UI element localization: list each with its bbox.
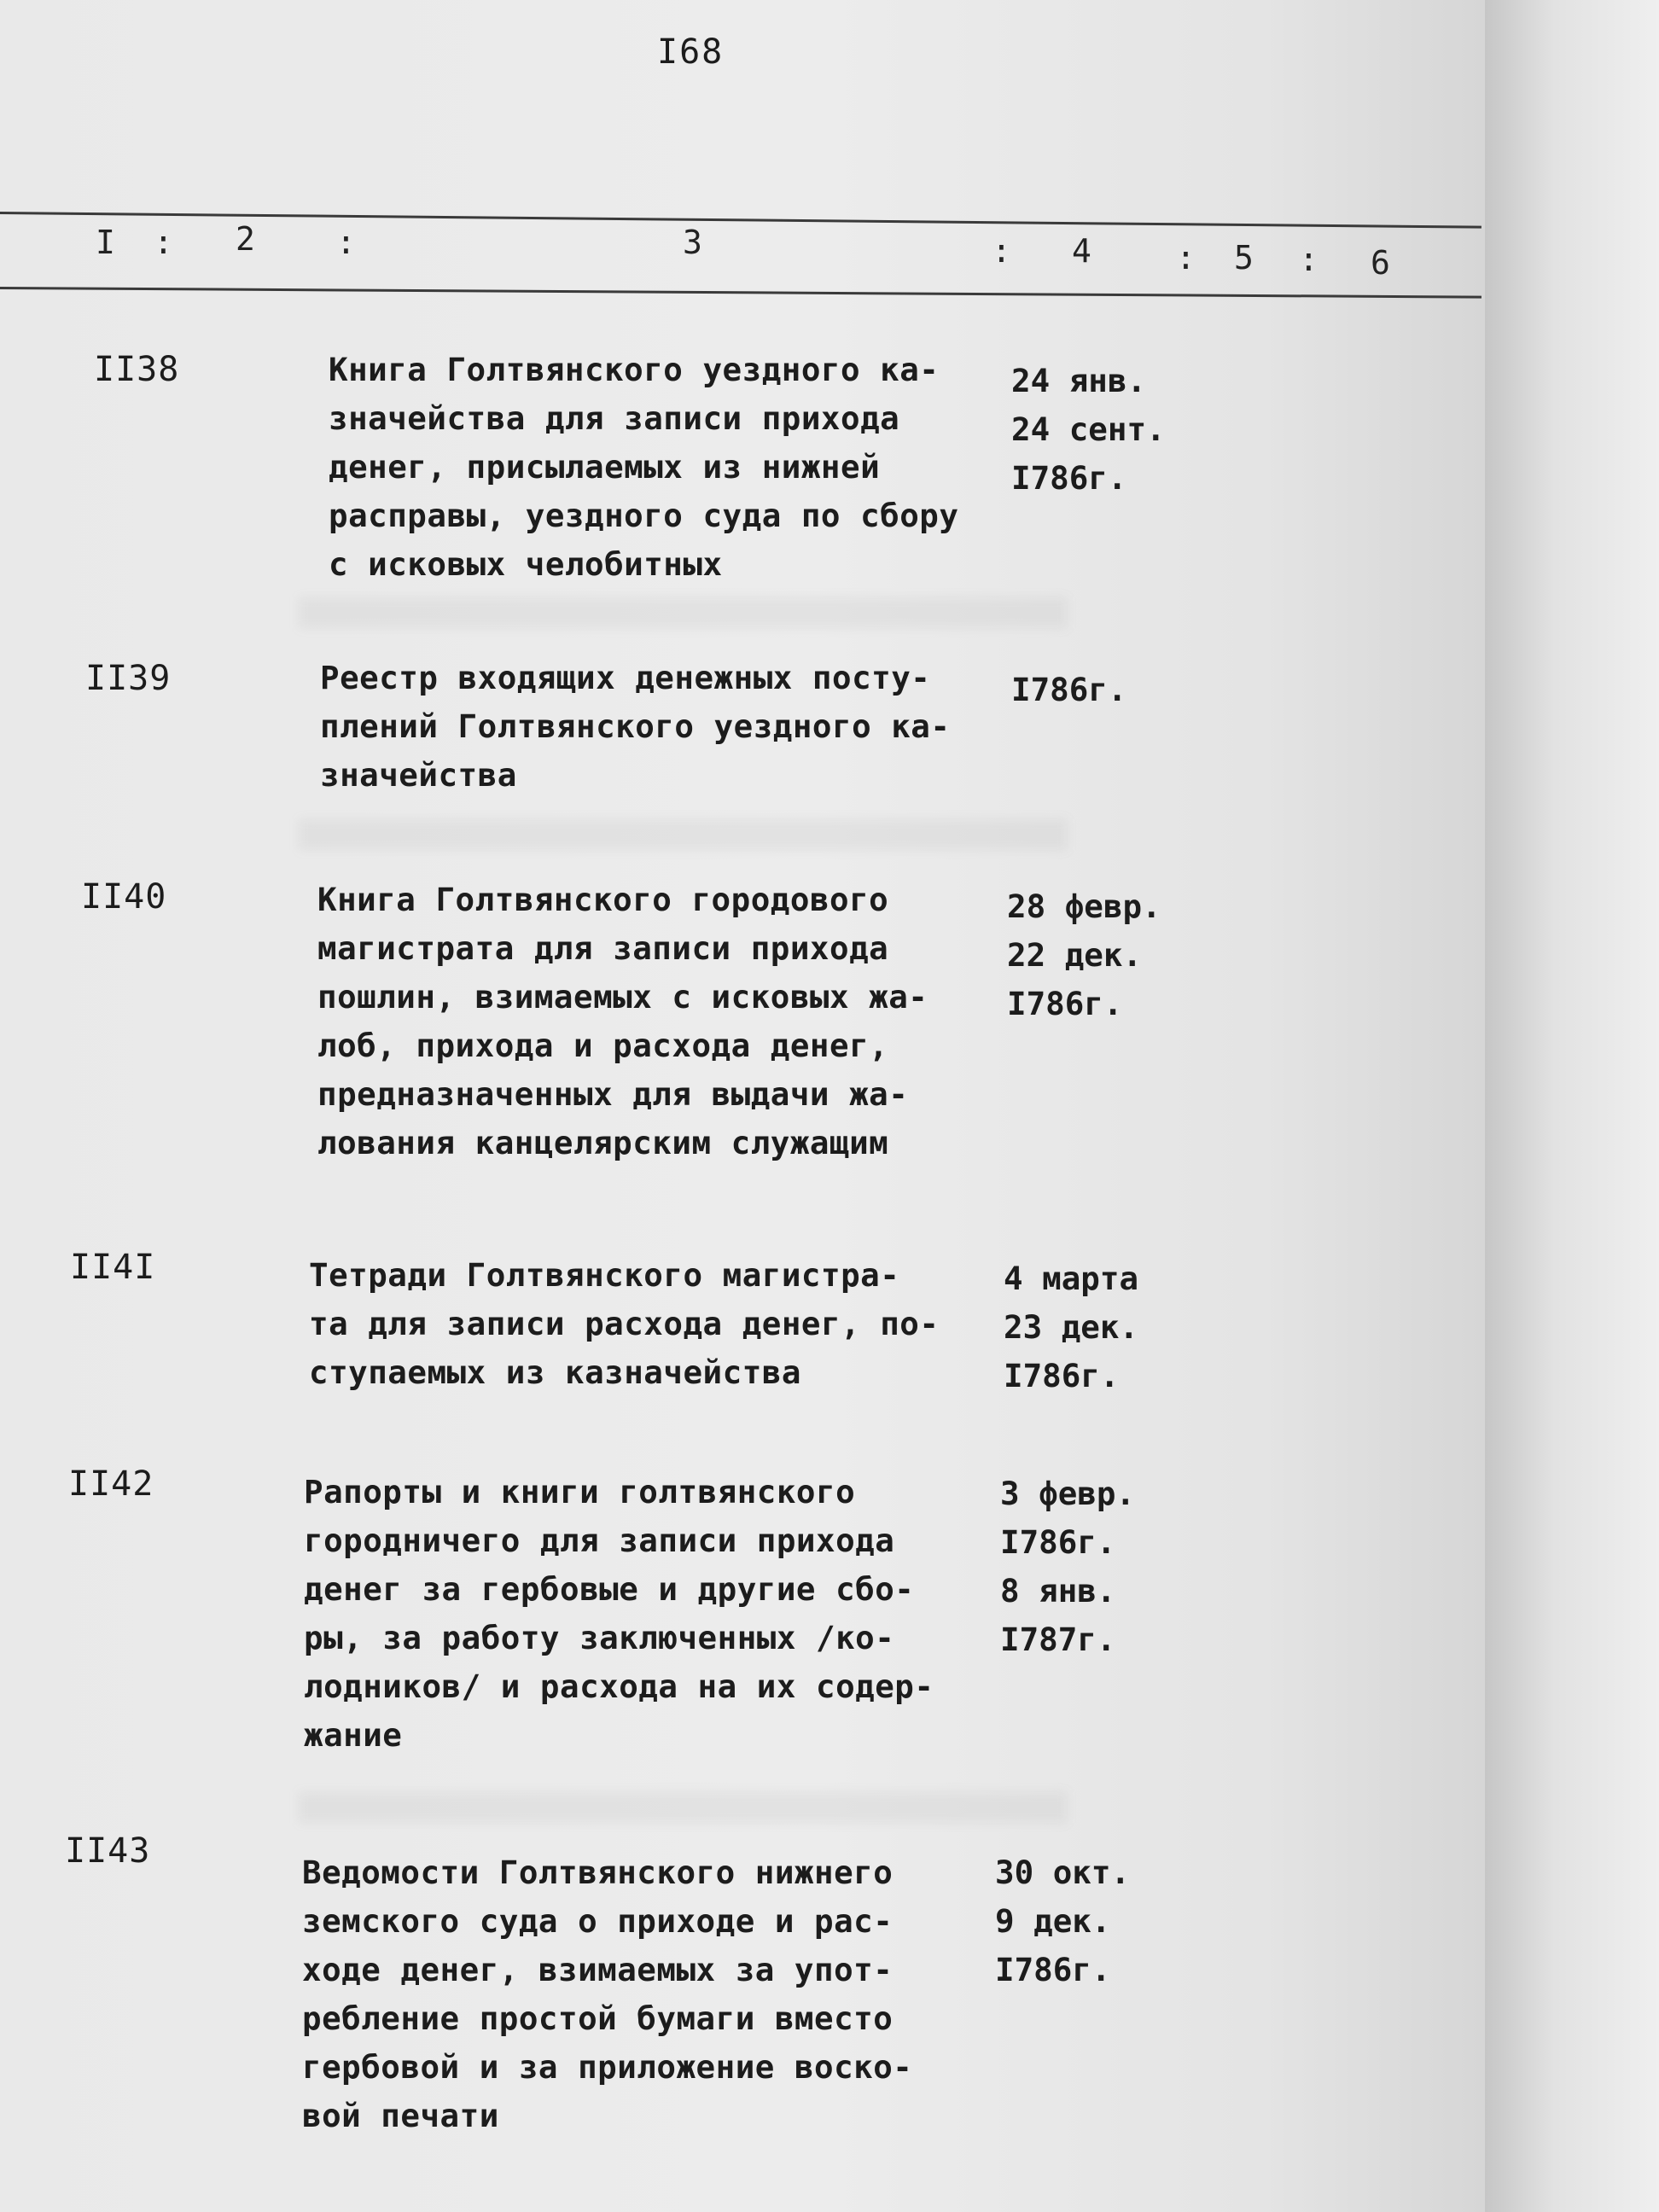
bleed-through-shadow xyxy=(299,1792,1067,1823)
header-col-1: I xyxy=(96,224,115,261)
entry-description: Ведомости Голтвянского нижнего земского суда о приходе и рас- ходе денег, взимаемых за упот- ребление простой бумаги вместо гербовой и за приложение воско- вой печати xyxy=(302,1854,913,2134)
entry-dates: I786г. xyxy=(1011,671,1127,708)
header-separator: : xyxy=(992,232,1011,270)
background-edge xyxy=(1485,0,1659,2212)
entry-dates: 24 янв. 24 сент. I786г. xyxy=(1011,362,1166,497)
entry-number: II4I xyxy=(70,1248,156,1287)
entry-number: II39 xyxy=(85,659,172,698)
header-col-3: 3 xyxy=(683,224,702,261)
entry-description: Рапорты и книги голтвянского городничего для записи прихода денег за гербовые и другие сбо- ры, за работу заключенных /ко- лодников/ и расхода на их содер- жание xyxy=(304,1473,934,1754)
header-col-5: 5 xyxy=(1234,239,1254,276)
entry-dates: 3 февр. I786г. 8 янв. I787г. xyxy=(1000,1475,1136,1658)
entry-number: II40 xyxy=(81,877,167,917)
header-separator: : xyxy=(154,224,173,261)
header-rule-top xyxy=(0,212,1481,229)
entry-dates: 30 окт. 9 дек. I786г. xyxy=(995,1854,1131,1988)
bleed-through-shadow xyxy=(299,597,1067,628)
entry-number: II43 xyxy=(65,1831,151,1871)
entry-dates: 28 февр. 22 дек. I786г. xyxy=(1007,888,1161,1022)
entry-description: Реестр входящих денежных посту- плений Голтвянского уездного ка- значейства xyxy=(320,659,951,794)
header-col-6: 6 xyxy=(1371,244,1390,282)
header-col-2: 2 xyxy=(236,220,255,258)
header-separator: : xyxy=(336,224,356,261)
page-number: I68 xyxy=(657,32,725,72)
entry-dates: 4 марта 23 дек. I786г. xyxy=(1004,1260,1139,1394)
header-rule-bottom xyxy=(0,287,1481,299)
header-col-4: 4 xyxy=(1072,232,1091,270)
header-separator: : xyxy=(1299,241,1318,278)
entry-number: II38 xyxy=(94,350,180,389)
bleed-through-shadow xyxy=(299,819,1067,850)
entry-description: Книга Голтвянского уездного ка- значейства для записи прихода денег, присылаемых из нижней расправы, уездного суда по сбору с исковых челобитных xyxy=(329,351,959,583)
entry-number: II42 xyxy=(68,1464,154,1504)
entry-description: Книга Голтвянского городового магистрата для записи прихода пошлин, взимаемых с исковых жа- лоб, прихода и расхода денег, предназначенных для выдачи жа- лования канцелярским служащим xyxy=(317,881,928,1161)
header-separator: : xyxy=(1176,239,1196,276)
entry-description: Тетради Голтвянского магистра- та для записи расхода денег, по- ступаемых из казначейства xyxy=(309,1256,940,1391)
